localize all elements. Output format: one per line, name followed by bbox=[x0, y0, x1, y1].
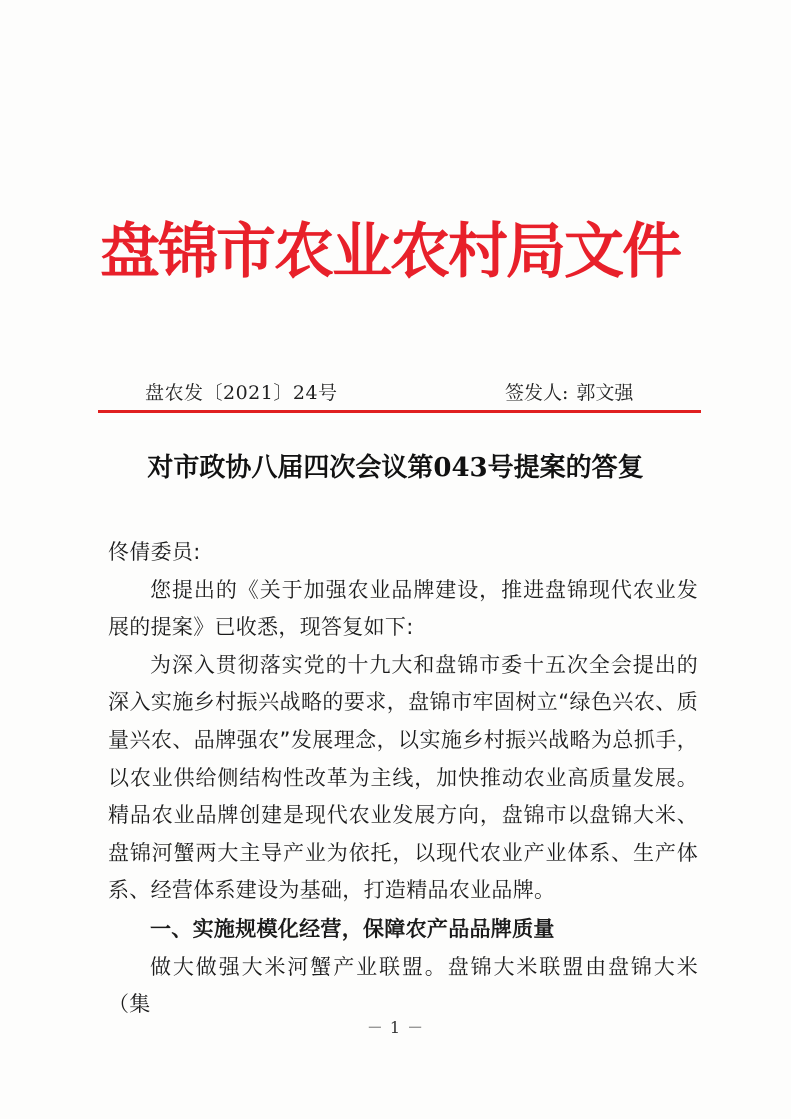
signer-label: 签发人: bbox=[505, 382, 569, 404]
page-number: － 1 － bbox=[366, 1018, 425, 1037]
signer-name: 郭文强 bbox=[576, 382, 634, 404]
section-heading: 一、实施规模化经营，保障农产品品牌质量 bbox=[150, 916, 555, 941]
body-paragraph: 为深入贯彻落实党的十九大和盘锦市委十五次全会提出的深入实施乡村振兴战略的要求，盘锦市牢固树立“绿色兴农、质量兴农、品牌强农”发展理念，以实施乡村振兴战略为总抓手，以农业供给侧结构性改革为主线，加快推动农业高质量发展。精品农业品牌创建是现代农业发展方向，盘锦市以盘锦大米、盘锦河蟹两大主导产业为依托，以现代农业产业体系、生产体系、经营体系建设为基础，打造精品农业品牌。 bbox=[108, 652, 698, 903]
body-paragraph: 做大做强大米河蟹产业联盟。盘锦大米联盟由盘锦大米（集 bbox=[108, 954, 698, 1017]
signer-block bbox=[505, 378, 633, 405]
document-title: 对市政协八届四次会议第043号提案的答复 bbox=[147, 453, 644, 483]
document-number: 盘农发〔2021〕24号 bbox=[145, 382, 338, 404]
body-paragraph: 您提出的《关于加强农业品牌建设，推进盘锦现代农业发展的提案》已收悉，现答复如下: bbox=[108, 577, 698, 640]
document-masthead: 盘锦市农业农村局文件 bbox=[100, 217, 680, 287]
red-separator-line bbox=[98, 410, 701, 413]
document-body bbox=[108, 534, 698, 1024]
salutation: 佟倩委员: bbox=[108, 540, 201, 564]
